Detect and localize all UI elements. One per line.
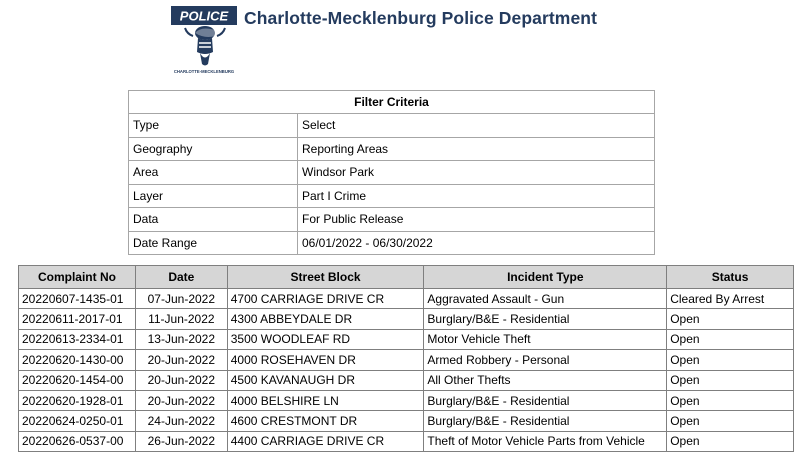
status-cell: Open (667, 390, 794, 410)
status-cell: Open (667, 309, 794, 329)
filter-key: Area (129, 161, 298, 185)
filter-value: For Public Release (298, 208, 655, 232)
street-block-cell: 4500 KAVANAUGH DR (227, 370, 424, 390)
street-block-cell: 4600 CRESTMONT DR (227, 411, 424, 431)
table-row (19, 411, 794, 431)
table-row (19, 329, 794, 349)
incident-type-cell: Theft of Motor Vehicle Parts from Vehicle (424, 431, 667, 451)
filter-row (129, 114, 655, 138)
filter-row (129, 137, 655, 161)
incident-type-cell: Burglary/B&E - Residential (424, 309, 667, 329)
table-row (19, 370, 794, 390)
table-row (19, 390, 794, 410)
filter-criteria-table (128, 90, 655, 255)
column-header-date[interactable]: Date (135, 266, 227, 289)
filter-key: Data (129, 208, 298, 232)
street-block-cell: 4400 CARRIAGE DRIVE CR (227, 431, 424, 451)
date-cell: 20-Jun-2022 (135, 370, 227, 390)
incident-type-cell: Aggravated Assault - Gun (424, 289, 667, 309)
filter-value: 06/01/2022 - 06/30/2022 (298, 231, 655, 255)
filter-key: Type (129, 114, 298, 138)
incident-type-cell: Motor Vehicle Theft (424, 329, 667, 349)
complaint-no-cell: 20220620-1928-01 (19, 390, 136, 410)
incident-type-cell: All Other Thefts (424, 370, 667, 390)
date-cell: 20-Jun-2022 (135, 350, 227, 370)
status-cell: Cleared By Arrest (667, 289, 794, 309)
complaint-no-cell: 20220624-0250-01 (19, 411, 136, 431)
date-cell: 24-Jun-2022 (135, 411, 227, 431)
filter-heading: Filter Criteria (129, 91, 655, 114)
filter-value: Reporting Areas (298, 137, 655, 161)
incident-type-cell: Armed Robbery - Personal (424, 350, 667, 370)
complaint-no-cell: 20220611-2017-01 (19, 309, 136, 329)
complaint-no-cell: 20220620-1454-00 (19, 370, 136, 390)
status-cell: Open (667, 411, 794, 431)
filter-value: Select (298, 114, 655, 138)
street-block-cell: 4300 ABBEYDALE DR (227, 309, 424, 329)
complaint-no-cell: 20220613-2334-01 (19, 329, 136, 349)
complaint-no-cell: 20220620-1430-00 (19, 350, 136, 370)
date-cell: 13-Jun-2022 (135, 329, 227, 349)
page-header (0, 0, 803, 80)
column-header-incident-type[interactable]: Incident Type (424, 266, 667, 289)
filter-key: Layer (129, 184, 298, 208)
date-cell: 07-Jun-2022 (135, 289, 227, 309)
status-cell: Open (667, 370, 794, 390)
date-cell: 11-Jun-2022 (135, 309, 227, 329)
status-cell: Open (667, 431, 794, 451)
complaint-no-cell: 20220607-1435-01 (19, 289, 136, 309)
street-block-cell: 4000 ROSEHAVEN DR (227, 350, 424, 370)
street-block-cell: 4000 BELSHIRE LN (227, 390, 424, 410)
filter-key: Date Range (129, 231, 298, 255)
status-cell: Open (667, 350, 794, 370)
status-cell: Open (667, 329, 794, 349)
filter-value: Part I Crime (298, 184, 655, 208)
table-row (19, 289, 794, 309)
incident-type-cell: Burglary/B&E - Residential (424, 411, 667, 431)
column-header-complaint-no[interactable]: Complaint No (19, 266, 136, 289)
filter-row (129, 231, 655, 255)
table-row (19, 350, 794, 370)
complaint-no-cell: 20220626-0537-00 (19, 431, 136, 451)
logo-subtext: CHARLOTTE-MECKLENBURG (173, 69, 235, 74)
logo-text: POLICE (179, 8, 229, 24)
column-header-street-block[interactable]: Street Block (227, 266, 424, 289)
filter-value: Windsor Park (298, 161, 655, 185)
date-cell: 26-Jun-2022 (135, 431, 227, 451)
police-badge-logo (171, 6, 237, 74)
street-block-cell: 4700 CARRIAGE DRIVE CR (227, 289, 424, 309)
incident-type-cell: Burglary/B&E - Residential (424, 390, 667, 410)
filter-row (129, 184, 655, 208)
table-row (19, 431, 794, 451)
filter-key: Geography (129, 137, 298, 161)
table-row (19, 309, 794, 329)
column-header-status[interactable]: Status (667, 266, 794, 289)
results-header-row (19, 266, 794, 289)
page-title: Charlotte-Mecklenburg Police Department (244, 8, 597, 28)
filter-row (129, 208, 655, 232)
street-block-cell: 3500 WOODLEAF RD (227, 329, 424, 349)
filter-row (129, 161, 655, 185)
incident-results-table (18, 265, 794, 452)
date-cell: 20-Jun-2022 (135, 390, 227, 410)
